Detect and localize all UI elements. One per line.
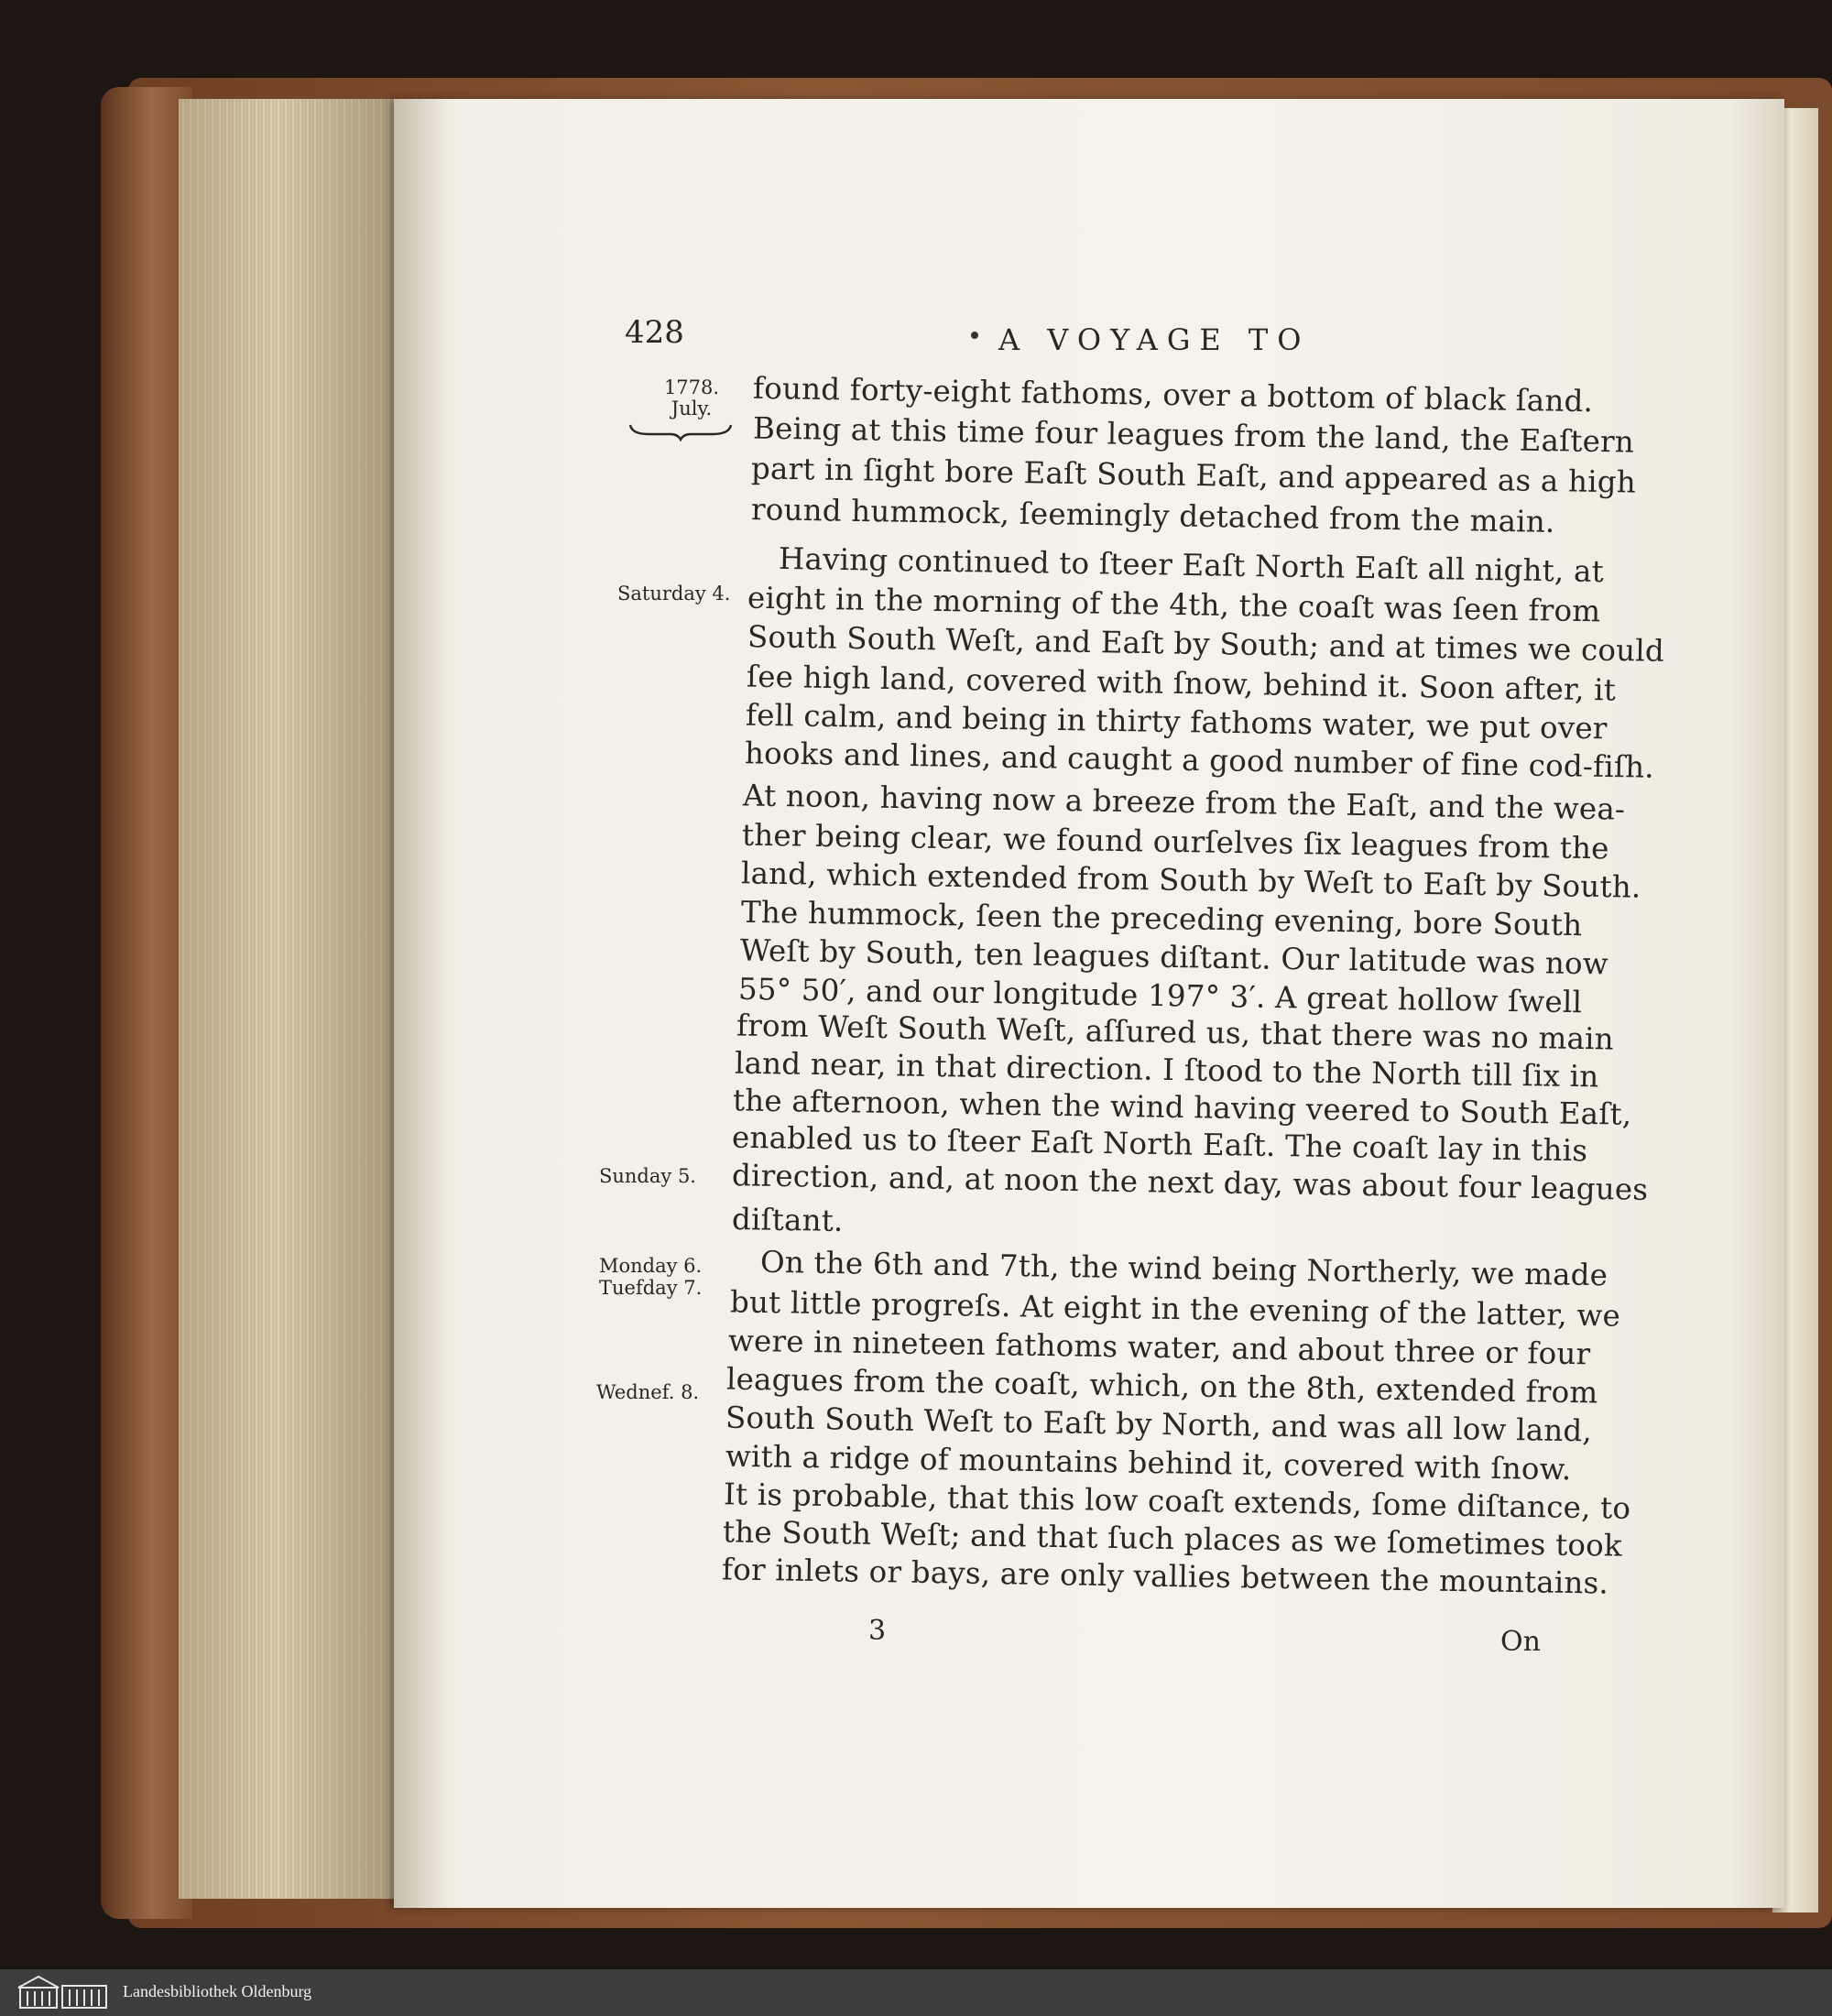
text-line: 55° 50′, and our longitude 197° 3′. A great hollow ſwell xyxy=(737,971,1583,1020)
text-line: round hummock, ſeemingly detached from the main. xyxy=(750,492,1555,539)
footer-bar xyxy=(0,1969,1832,2016)
text-line: the South Weſt; and that ſuch places as we ſometimes took xyxy=(722,1514,1623,1564)
text-line: for inlets or bays, are only vallies between the mountains. xyxy=(721,1552,1609,1601)
text-line: direction, and, at noon the next day, was about four leagues xyxy=(731,1158,1649,1207)
signature-mark: 3 xyxy=(868,1615,887,1647)
library-building-icon xyxy=(11,1973,112,2011)
text-line: South South Weſt, and Eaſt by South; and at times we could xyxy=(747,619,1665,669)
margin-note: Wednef. 8. xyxy=(596,1381,700,1403)
text-line: diſtant. xyxy=(731,1202,844,1238)
brace-icon xyxy=(627,423,735,441)
text-line: land, which extended from South by Weſt to Eaſt by South. xyxy=(740,855,1641,905)
page-number: 428 xyxy=(625,314,684,351)
text-line: South South Weſt to Eaſt by North, and was all low land, xyxy=(725,1400,1593,1449)
text-line: land near, in that direction. I ſtood to the North till ſix in xyxy=(734,1045,1599,1095)
page-block-edge xyxy=(179,99,398,1899)
text-line: enabled us to ſteer Eaſt North Eaſt. The coaſt lay in this xyxy=(731,1119,1588,1169)
margin-year: 1778. xyxy=(663,376,720,398)
text-line: from Weſt South Weſt, aſſured us, that there was no main xyxy=(736,1008,1615,1057)
text-line: with a ridge of mountains behind it, covered with ſnow. xyxy=(725,1438,1572,1487)
text-line: The hummock, ſeen the preceding evening, bore South xyxy=(740,894,1583,943)
text-line: but little progreſs. At eight in the evening of the latter, we xyxy=(729,1284,1621,1334)
margin-month: July. xyxy=(671,398,713,420)
text-line: leagues from the coaſt, which, on the 8th, extended from xyxy=(725,1361,1598,1411)
text-line: eight in the morning of the 4th, the coaſt was ſeen from xyxy=(747,580,1601,629)
text-line: ſee high land, covered with ſnow, behind it. Soon after, it xyxy=(746,659,1617,708)
running-head: A VOYAGE TO xyxy=(998,322,1311,357)
library-name: Landesbibliothek Oldenburg xyxy=(123,1982,312,2000)
text-line: Being at this time four leagues from the land, the Eaſtern xyxy=(752,410,1635,460)
text-line: ther being clear, we found ourſelves ſix leagues from the xyxy=(741,817,1609,866)
text-line: hooks and lines, and caught a good number of fine cod-fiſh. xyxy=(744,736,1655,785)
text-line: found forty-eight fathoms, over a bottom of black ſand. xyxy=(752,370,1594,420)
text-line: At noon, having now a breeze from the Eaſt, and the wea- xyxy=(742,778,1626,827)
text-line: Weſt by South, ten leagues diſtant. Our latitude was now xyxy=(739,932,1609,982)
margin-note: Saturday 4. xyxy=(617,583,731,605)
text-line: Having continued to ſteer Eaſt North Eaſt all night, at xyxy=(778,540,1605,590)
text-line: fell calm, and being in thirty fathoms water, we put over xyxy=(745,697,1608,746)
text-line: were in nineteen fathoms water, and about three or four xyxy=(727,1323,1591,1372)
text-line: part in ſight bore Eaſt South Eaſt, and appeared as a high xyxy=(750,451,1637,500)
margin-note: Sunday 5. xyxy=(599,1165,696,1187)
margin-note: Monday 6. xyxy=(599,1255,703,1277)
margin-note: Tuefday 7. xyxy=(599,1277,703,1299)
text-line: On the 6th and 7th, the wind being Northerly, we made xyxy=(759,1244,1608,1293)
text-line: the afternoon, when the wind having veered to South Eaſt, xyxy=(732,1083,1632,1132)
catchword: On xyxy=(1500,1626,1541,1658)
ink-dot xyxy=(971,332,978,339)
margin-date xyxy=(655,377,728,420)
text-line: It is probable, that this low coaſt extends, ſome diſtance, to xyxy=(723,1477,1631,1526)
